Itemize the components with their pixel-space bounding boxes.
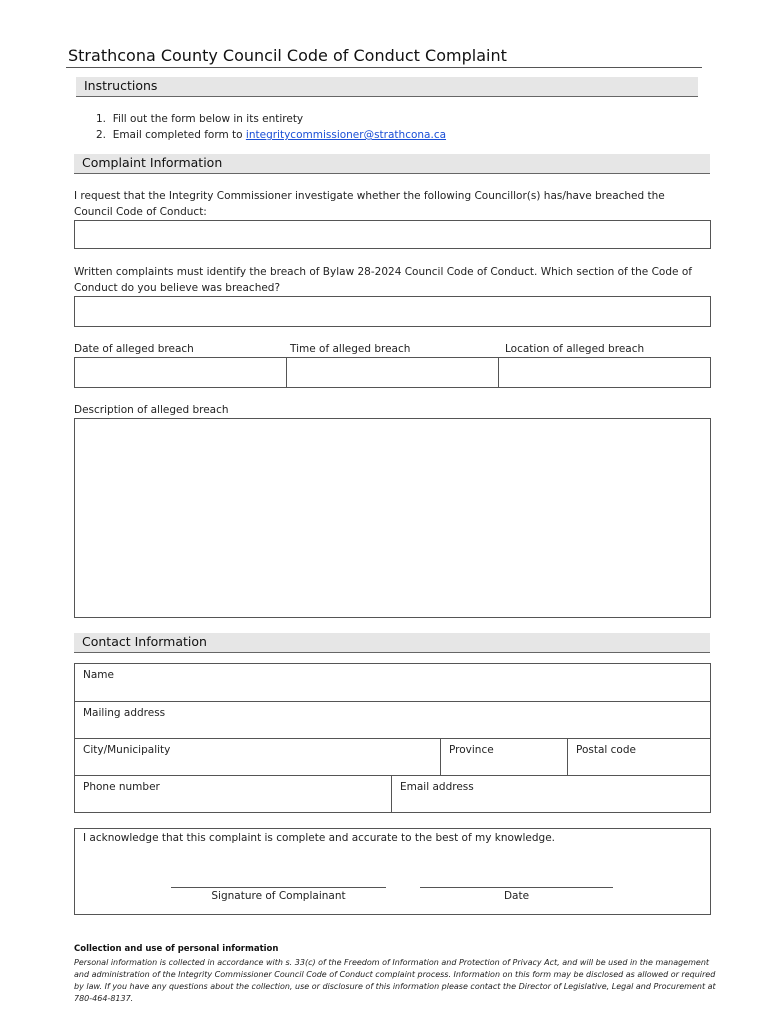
date-label: Date of alleged breach bbox=[74, 343, 194, 355]
postal-code-field[interactable] bbox=[567, 738, 711, 776]
title-divider bbox=[66, 67, 702, 68]
page-title: Strathcona County Council Code of Conduct Complaint bbox=[68, 46, 507, 65]
mailing-address-label: Mailing address bbox=[83, 707, 166, 719]
date-line[interactable] bbox=[420, 887, 613, 888]
location-label: Location of alleged breach bbox=[505, 343, 645, 355]
description-field[interactable] bbox=[74, 418, 711, 618]
phone-field[interactable] bbox=[74, 775, 392, 813]
city-field[interactable] bbox=[74, 738, 441, 776]
name-field[interactable] bbox=[74, 663, 711, 702]
instruction-step-2-text: 2. Email completed form to bbox=[96, 129, 246, 141]
signature-line[interactable] bbox=[171, 887, 386, 888]
instructions-heading: Instructions bbox=[76, 77, 698, 97]
councillor-field[interactable] bbox=[74, 220, 711, 249]
contact-heading: Contact Information bbox=[74, 633, 710, 653]
mailing-address-field[interactable] bbox=[74, 701, 711, 739]
signature-date-label: Date bbox=[503, 890, 530, 902]
instruction-step-1: 1. Fill out the form below in its entirety bbox=[96, 113, 304, 125]
name-label: Name bbox=[83, 669, 114, 681]
time-label: Time of alleged breach bbox=[290, 343, 411, 355]
acknowledgement-box bbox=[74, 828, 711, 915]
privacy-line-2: and administration of the Integrity Commissioner Council Code of Conduct complaint process. Information on this form may be disclosed as allowed or required bbox=[74, 970, 716, 979]
complaint-heading: Complaint Information bbox=[74, 154, 710, 174]
phone-label: Phone number bbox=[83, 781, 160, 793]
councillor-question-line2: Council Code of Conduct: bbox=[74, 206, 207, 218]
signature-label: Signature of Complainant bbox=[211, 890, 346, 902]
location-field[interactable] bbox=[498, 357, 711, 388]
privacy-line-3: by law. If you have any questions about the collection, use or disclosure of this information please contact the Director of Legislative, Legal and Procurement at bbox=[74, 982, 716, 991]
breach-section-question-line1: Written complaints must identify the breach of Bylaw 28-2024 Council Code of Conduct. Which section of the Code of bbox=[74, 266, 692, 278]
instruction-step-2 bbox=[96, 129, 446, 141]
privacy-line-4: 780-464-8137. bbox=[74, 994, 134, 1003]
breach-section-field[interactable] bbox=[74, 296, 711, 327]
breach-section-question-line2: Conduct do you believe was breached? bbox=[74, 282, 281, 294]
postal-code-label: Postal code bbox=[576, 744, 636, 756]
email-link[interactable]: integritycommissioner@strathcona.ca bbox=[245, 129, 447, 141]
province-label: Province bbox=[449, 744, 494, 756]
email-label: Email address bbox=[400, 781, 474, 793]
councillor-question-line1: I request that the Integrity Commissioner investigate whether the following Councillor(s) has/have breached the bbox=[74, 190, 665, 202]
time-field[interactable] bbox=[286, 357, 499, 388]
privacy-heading: Collection and use of personal information bbox=[74, 944, 279, 954]
description-label: Description of alleged breach bbox=[74, 404, 229, 416]
date-field[interactable] bbox=[74, 357, 287, 388]
email-field[interactable] bbox=[391, 775, 711, 813]
privacy-line-1: Personal information is collected in accordance with s. 33(c) of the Freedom of Information and Protection of Privacy Act, and will be used in the management bbox=[74, 958, 710, 967]
city-label: City/Municipality bbox=[83, 744, 171, 756]
province-field[interactable] bbox=[440, 738, 568, 776]
acknowledgement-text: I acknowledge that this complaint is complete and accurate to the best of my knowledge. bbox=[83, 832, 556, 844]
